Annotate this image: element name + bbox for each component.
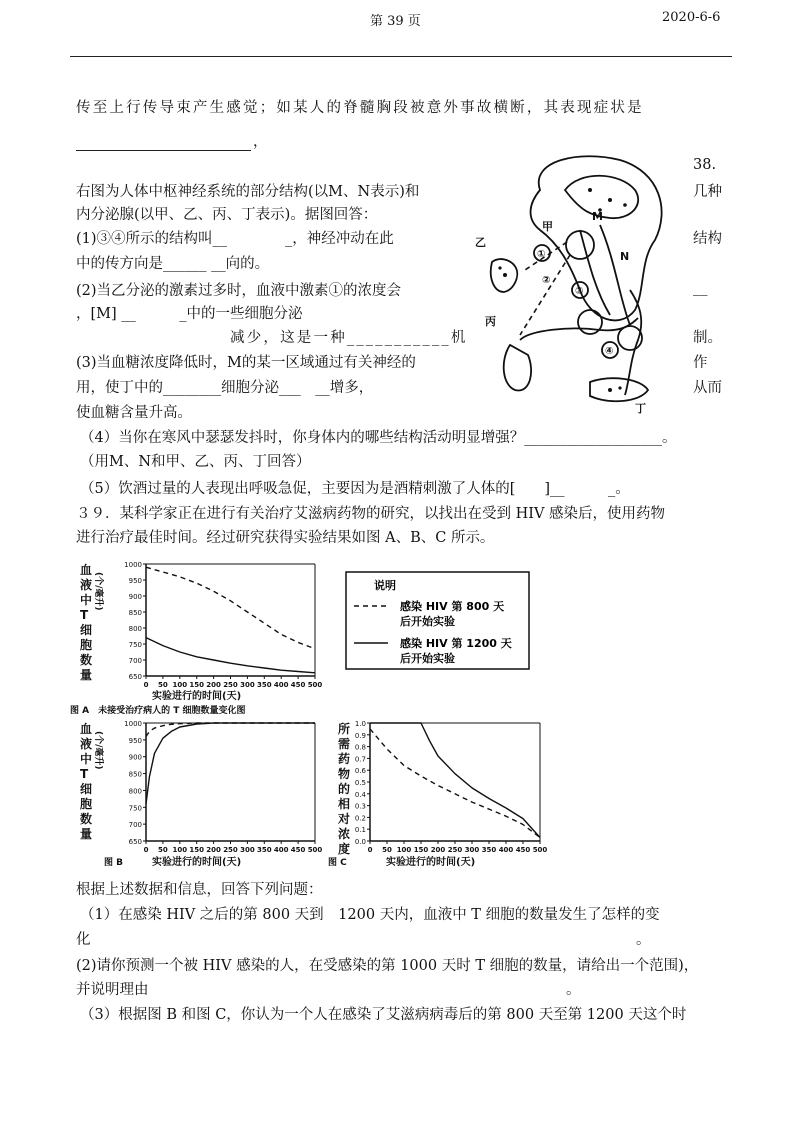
y-tick-label: 850 xyxy=(128,609,142,617)
x-tick-label: 200 xyxy=(430,846,446,854)
y-axis-label-char: 物 xyxy=(338,767,351,781)
x-tick-label: 100 xyxy=(172,846,188,854)
legend-dashed-line1: 感染 HIV 第 800 天 xyxy=(400,600,505,613)
y-axis-label-char: 细 xyxy=(80,623,93,637)
hiv-charts xyxy=(70,552,570,872)
q38-part2-a-right: __ xyxy=(693,280,708,296)
y-tick-label: 800 xyxy=(128,787,142,796)
header-rule xyxy=(70,56,732,57)
x-tick-label: 300 xyxy=(240,681,255,689)
y-tick-label: 0.6 xyxy=(354,767,366,776)
y-axis-label-char: 的 xyxy=(338,782,351,796)
q38-part1-a-right: 结构 xyxy=(693,231,722,247)
q39-sub2-b: 并说明理由 xyxy=(76,982,149,998)
x-tick-label: 200 xyxy=(206,846,221,854)
y-tick-label: 750 xyxy=(128,641,142,649)
q39-sub2-b-end: 。 xyxy=(566,982,581,998)
y-axis-label-char: 液 xyxy=(80,578,93,592)
q38-stem-a: 右图为人体中枢神经系统的部分结构(以M、N表示)和 xyxy=(76,184,420,200)
y-tick-label: 900 xyxy=(128,753,142,762)
q38-part3-a: (3)当血糖浓度降低时，M的某一区域通过有关神经的 xyxy=(76,355,416,371)
x-tick-label: 50 xyxy=(158,846,168,854)
label-bing: 丙 xyxy=(485,315,496,328)
q39-after-intro: 根据上述数据和信息，回答下列问题： xyxy=(76,882,323,898)
q38-part2-c-right: 制。 xyxy=(693,330,722,346)
x-tick-label: 400 xyxy=(273,681,289,689)
x-tick-label: 350 xyxy=(256,846,272,854)
label-ding: 丁 xyxy=(635,402,646,415)
x-tick-label: 300 xyxy=(464,846,480,854)
x-tick-label: 100 xyxy=(172,681,188,689)
y-tick-label: 0.3 xyxy=(354,802,366,811)
label-jia: 甲 xyxy=(542,220,553,233)
q38-part3-b: 用，使丁中的________细胞分泌___ __增多， xyxy=(76,380,374,396)
q38-stem-a-right: 几种 xyxy=(693,184,722,200)
x-tick-label: 0 xyxy=(367,846,373,854)
q39-sub2-a: (2)请你预测一个被 HIV 感染的人，在受感染的第 1000 天时 T 细胞的数量，请给出一个范围)， xyxy=(76,958,699,974)
q38-part4-a: （4）当你在寒风中瑟瑟发抖时，你身体内的哪些结构活动明显增强？___________________。 xyxy=(80,430,677,446)
x-tick-label: 350 xyxy=(481,846,497,854)
q39-sub1-b: 化 xyxy=(76,932,91,948)
y-tick-label: 0.7 xyxy=(354,755,366,764)
q38-part3-c: 使血糖含量升高。 xyxy=(76,405,192,421)
label-circle-2: ② xyxy=(542,275,551,286)
legend-dashed-line2: 后开始实验 xyxy=(400,615,455,628)
header-date: 2020-6-6 xyxy=(662,10,721,25)
series-line-dashed xyxy=(146,723,315,737)
x-tick-label: 450 xyxy=(290,846,306,854)
label-circle-3: ③ xyxy=(575,286,584,297)
y-tick-label: 0.4 xyxy=(354,790,366,799)
y-tick-label: 0.0 xyxy=(354,838,366,846)
y-axis-label-char: 胞 xyxy=(80,638,93,652)
chart-0 xyxy=(70,561,322,716)
y-axis-label-char: T xyxy=(80,608,89,622)
y-tick-label: 1000 xyxy=(124,720,142,728)
label-circle-4: ④ xyxy=(605,346,614,357)
q39-line1: ３９．某科学家正在进行有关治疗艾滋病药物的研究，以找出在受到 HIV 感染后，使用药物 xyxy=(76,506,666,522)
y-tick-label: 650 xyxy=(128,838,142,846)
x-tick-label: 150 xyxy=(189,846,205,854)
x-tick-label: 500 xyxy=(532,846,548,854)
y-tick-label: 0.2 xyxy=(354,814,366,823)
x-tick-label: 50 xyxy=(158,681,168,689)
chart-caption: 图 C xyxy=(328,858,347,868)
legend-solid-line1: 感染 HIV 第 1200 天 xyxy=(400,637,512,650)
q38-part2-a: (2)当乙分泌的激素过多时，血液中激素①的浓度会 xyxy=(76,283,402,299)
y-tick-label: 950 xyxy=(128,577,142,585)
x-tick-label: 250 xyxy=(223,846,238,854)
y-axis-label-char: 量 xyxy=(80,827,93,841)
q38-part1-a: (1)③④所示的结构叫__ _，神经冲动在此 xyxy=(76,231,394,247)
y-axis-label-char: 数 xyxy=(80,653,93,667)
y-tick-label: 700 xyxy=(128,821,142,830)
y-axis-label-char: T xyxy=(80,767,89,781)
x-tick-label: 150 xyxy=(189,681,205,689)
q38-intro-line1: 传至上行传导束产生感觉；如某人的脊髓胸段被意外事故横断，其表现症状是 xyxy=(76,100,644,116)
y-axis-label-char: 对 xyxy=(338,812,351,826)
y-axis-label-char: 数 xyxy=(80,812,93,826)
series-line-dashed xyxy=(370,729,540,838)
x-tick-label: 250 xyxy=(223,681,238,689)
x-tick-label: 450 xyxy=(515,846,531,854)
y-tick-label: 1000 xyxy=(124,561,142,569)
label-m: M xyxy=(592,210,603,223)
y-tick-label: 0.1 xyxy=(354,826,366,835)
q38-part2-c: 减少，这是一种___________机 xyxy=(230,330,468,346)
chart-1 xyxy=(80,720,322,868)
y-axis-label-char: 血 xyxy=(80,563,93,577)
x-tick-label: 450 xyxy=(290,681,306,689)
legend-title: 说明 xyxy=(374,579,396,592)
x-tick-label: 350 xyxy=(256,681,272,689)
y-tick-label: 950 xyxy=(128,736,142,745)
q38-part3-b-right: 从而 xyxy=(693,380,722,396)
q38-part2-b: ，[M] __ _中的一些细胞分泌 xyxy=(76,306,303,322)
answer-blank-line xyxy=(76,150,251,151)
y-tick-label: 650 xyxy=(128,673,142,681)
chart-legend xyxy=(346,572,529,669)
x-tick-label: 200 xyxy=(206,681,221,689)
q38-part1-b: 中的传方向是______ __向的。 xyxy=(76,256,270,272)
y-axis-label-char: 量 xyxy=(80,668,93,682)
y-axis-label-char: 细 xyxy=(80,782,93,796)
x-tick-label: 500 xyxy=(307,846,323,854)
y-tick-label: 0.9 xyxy=(354,731,366,740)
x-axis-label: 实验进行的时间(天) xyxy=(386,857,476,868)
q38-stem-b: 内分泌腺(以甲、乙、丙、丁表示)。据图回答： xyxy=(76,207,378,223)
x-tick-label: 250 xyxy=(447,846,463,854)
x-tick-label: 400 xyxy=(498,846,514,854)
chart-caption: 图 B xyxy=(104,858,123,868)
y-axis-label-char: 中 xyxy=(80,593,93,607)
chart-2 xyxy=(328,720,547,868)
x-tick-label: 0 xyxy=(143,681,149,689)
y-axis-unit: (个/毫升) xyxy=(93,731,103,770)
y-tick-label: 850 xyxy=(128,770,142,779)
q38-part3-a-right: 作 xyxy=(693,355,708,371)
q39-sub3-a: （3）根据图 B 和图 C，你认为一个人在感染了艾滋病病毒后的第 800 天至第 1200 天这个时 xyxy=(80,1007,687,1023)
y-tick-label: 700 xyxy=(128,657,142,665)
y-axis-label-char: 所 xyxy=(338,722,351,736)
series-line-solid xyxy=(146,638,315,673)
x-tick-label: 500 xyxy=(307,681,323,689)
y-axis-label-char: 血 xyxy=(80,722,93,736)
y-axis-label-char: 需 xyxy=(338,737,351,751)
x-tick-label: 0 xyxy=(143,846,149,854)
q39-line2: 进行治疗最佳时间。经过研究获得实验结果如图 A、B、C 所示。 xyxy=(76,530,495,546)
y-axis-label-char: 胞 xyxy=(80,797,93,811)
y-tick-label: 800 xyxy=(128,625,142,633)
x-axis-label: 实验进行的时间(天) xyxy=(152,691,242,702)
x-tick-label: 100 xyxy=(396,846,412,854)
x-axis-label: 实验进行的时间(天) xyxy=(152,857,242,868)
series-line-solid xyxy=(146,723,315,804)
q38-number: 38. xyxy=(693,157,717,173)
q38-part5: （5）饮酒过量的人表现出呼吸急促，主要因为是酒精刺激了人体的[ ]__ _。 xyxy=(80,481,630,497)
label-yi: 乙 xyxy=(475,236,486,249)
y-axis-label-char: 药 xyxy=(338,752,351,766)
y-axis-unit: (个/毫升) xyxy=(93,572,103,611)
y-tick-label: 750 xyxy=(128,804,142,813)
page-number: 第 39 页 xyxy=(370,14,421,29)
chart-caption: 图 A 未接受治疗病人的 T 细胞数量变化图 xyxy=(70,706,246,716)
x-tick-label: 300 xyxy=(240,846,255,854)
y-tick-label: 0.5 xyxy=(354,779,366,787)
x-tick-label: 400 xyxy=(273,846,289,854)
y-axis-label-char: 中 xyxy=(80,752,93,766)
q38-intro-line2-end: ， xyxy=(253,134,268,150)
y-tick-label: 0.8 xyxy=(354,743,366,752)
y-axis-label-char: 液 xyxy=(80,737,93,751)
nervous-system-diagram xyxy=(470,150,690,425)
label-circle-1: ① xyxy=(537,249,546,260)
x-tick-label: 150 xyxy=(413,846,429,854)
y-tick-label: 900 xyxy=(128,593,142,601)
y-axis-label-char: 度 xyxy=(338,842,351,856)
y-tick-label: 1.0 xyxy=(354,720,366,728)
q39-sub1-a: （1）在感染 HIV 之后的第 800 天到 1200 天内，血液中 T 细胞的数量发生了怎样的变 xyxy=(80,907,660,923)
label-n: N xyxy=(620,250,630,263)
series-line-dashed xyxy=(146,567,315,649)
q39-sub1-b-end: 。 xyxy=(636,932,651,948)
legend-solid-line2: 后开始实验 xyxy=(400,652,455,665)
y-axis-label-char: 相 xyxy=(338,797,351,811)
q38-part4-b: （用M、N和甲、乙、丙、丁回答） xyxy=(80,454,311,470)
y-axis-label-char: 浓 xyxy=(338,827,351,841)
x-tick-label: 50 xyxy=(382,846,392,854)
